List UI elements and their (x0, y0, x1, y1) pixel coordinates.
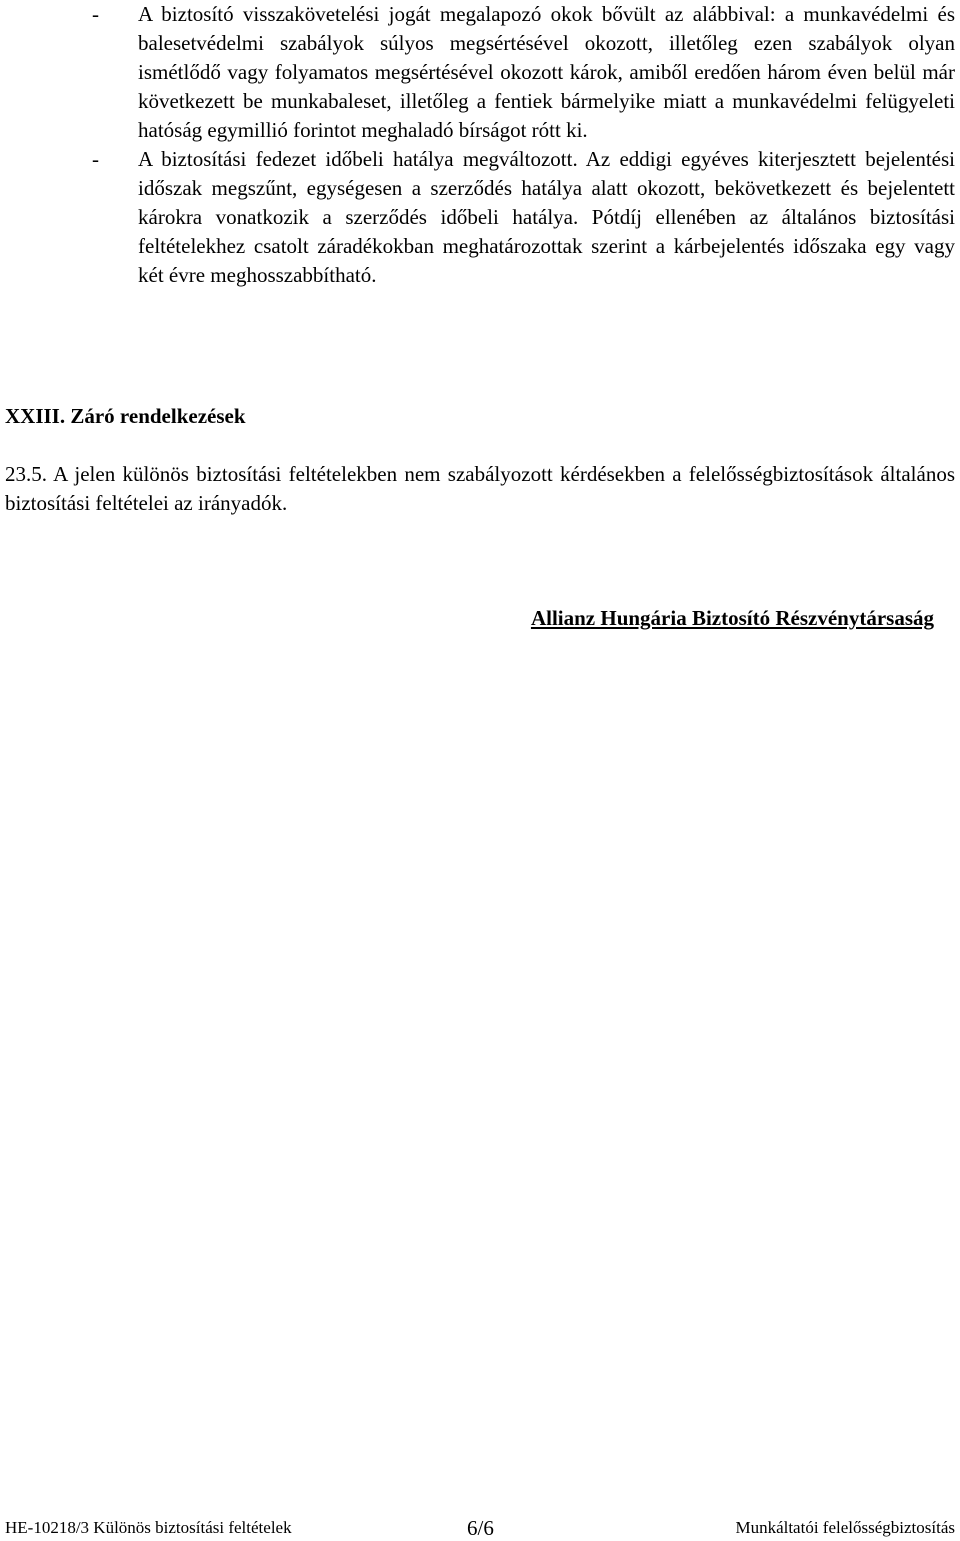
page-footer (5, 1516, 955, 1540)
bullet-list (0, 0, 960, 290)
closing-provision-paragraph: 23.5. A jelen különös biztosítási feltételekben nem szabályozott kérdésekben a felelősségbiztosítások általános biztosítási feltételei az irányadók. (5, 462, 955, 515)
bullet-dash: - (92, 147, 99, 171)
bullet-item-reclaim-rights (0, 0, 960, 145)
bullet-dash: - (92, 2, 99, 26)
footer-page-number: 6/6 (467, 1516, 494, 1540)
section-heading: XXIII. Záró rendelkezések (5, 404, 246, 428)
footer-document-id: HE-10218/3 Különös biztosítási feltételek (5, 1518, 292, 1537)
footer-document-type: Munkáltatói felelősségbiztosítás (735, 1518, 955, 1537)
bullet-text: A biztosítási fedezet időbeli hatálya megváltozott. Az eddigi egyéves kiterjesztett bejelentési időszak megszűnt, egységesen a szerződés hatálya alatt okozott, bekövetkezett és bejelentett károkra vonatkozik a szerződés időbeli hatálya. Pótdíj ellenében az általános biztosítási feltételekhez csatolt záradékokban meghatározottak szerint a kárbejelentés időszaka egy vagy két évre meghosszabbítható. (138, 147, 955, 287)
company-signature: Allianz Hungária Biztosító Részvénytársaság (530, 606, 934, 630)
bullet-item-coverage-period (0, 145, 960, 290)
bullet-text: A biztosító visszakövetelési jogát megalapozó okok bővült az alábbival: a munkavédelmi és balesetvédelmi szabályok súlyos megsértésével okozott, illetőleg ezen szabályok olyan ismétlődő vagy folyamatos megsértésével okozott károk, amiből eredően három éven belül már következett be munkabaleset, illetőleg a fentiek bármelyike miatt a munkavédelmi felügyeleti hatóság egymillió forintot meghaladó bírságot rótt ki. (138, 2, 955, 142)
